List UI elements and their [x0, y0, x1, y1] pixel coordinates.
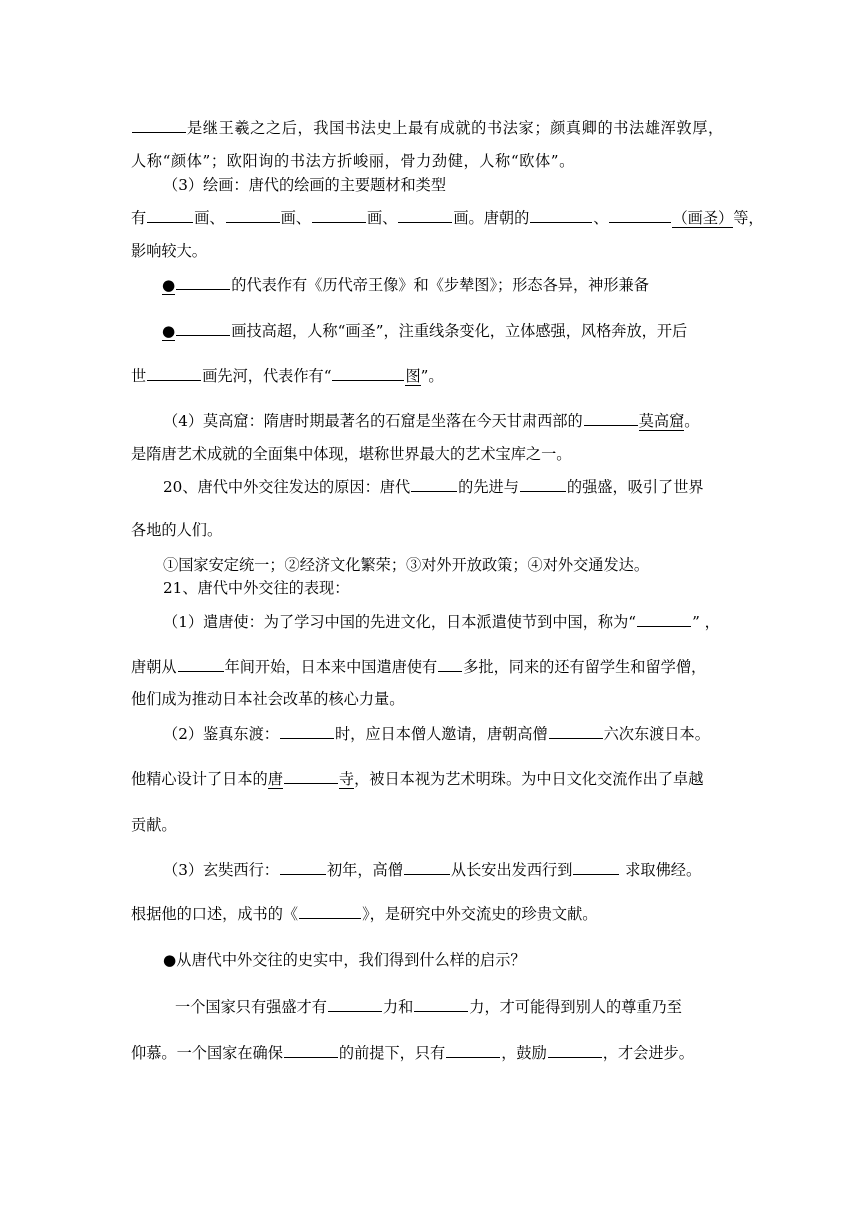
q20-line-2 [131, 520, 222, 540]
heading-text: 21、唐代中外交往的表现： [163, 579, 350, 597]
text: 的先进与 [458, 478, 519, 496]
answer-blank[interactable] [312, 208, 366, 223]
painting-line-2 [131, 241, 207, 261]
bullet-icon: ● [162, 322, 176, 340]
text: 时，应日本僧人邀请，唐朝高僧 [334, 725, 548, 743]
text: 有 [131, 209, 147, 227]
answer-blank[interactable] [280, 724, 334, 739]
text: ●从唐代中外交往的史实中，我们得到什么样的启示？ [163, 951, 526, 969]
text: 求取佛经。 [620, 861, 702, 879]
answer-blank[interactable] [609, 208, 671, 223]
text: 。 [684, 412, 700, 430]
envoy-line-3 [131, 689, 404, 709]
answer-blank[interactable] [398, 208, 452, 223]
text: 20、唐代中外交往发达的原因：唐代 [163, 478, 411, 496]
jianzhen-line-1 [163, 724, 710, 744]
insight-question [163, 950, 526, 970]
answer-blank[interactable] [438, 657, 462, 672]
insight-answer-2 [131, 1043, 694, 1063]
text: 的强盛，吸引了世界 [566, 478, 704, 496]
text: 年间开始，日本来中国遣唐使有 [224, 658, 438, 676]
underlined-text: 寺 [338, 770, 355, 788]
text: 、 [593, 209, 609, 227]
text: 世 [131, 367, 147, 385]
text: ，被日本视为艺术明珠。为中日文化交流作出了卓越 [354, 770, 704, 788]
text: 画先河，代表作有“ [202, 367, 332, 385]
answer-blank[interactable] [280, 860, 326, 875]
text: ，才会进步。 [602, 1044, 694, 1062]
text: 是隋唐艺术成就的全面集中体现，堪称世界最大的艺术宝库之一。 [131, 445, 572, 463]
text: （2）鉴真东渡： [163, 725, 279, 743]
text: 是继王羲之之后，我国书法史上最有成就的书法家；颜真卿的书法雄浑敦厚， [187, 119, 724, 137]
painting-heading [163, 175, 446, 195]
underlined-text: 莫高窟 [638, 412, 685, 430]
underlined-text: 图 [405, 367, 421, 385]
text: 的前提下，只有 [338, 1044, 446, 1062]
mogao-line-2 [131, 444, 571, 464]
text: 贡献。 [131, 816, 177, 834]
bullet-icon: ● [162, 276, 176, 294]
answer-blank[interactable] [328, 997, 382, 1012]
q20-reasons [163, 555, 649, 575]
answer-blank[interactable] [573, 860, 619, 875]
painter-bullet-2 [162, 321, 687, 341]
answer-blank[interactable] [637, 612, 691, 627]
answer-blank[interactable] [584, 411, 638, 426]
answer-blank[interactable] [414, 997, 468, 1012]
text: 等， [733, 209, 764, 227]
text: 根据他的口述，成书的《 [131, 905, 299, 923]
calligraphy-line-2 [131, 151, 575, 171]
text: 影响较大。 [131, 242, 207, 260]
mogao-line-1 [163, 411, 699, 431]
envoy-line-2 [131, 657, 706, 677]
text: 力，才可能得到别人的尊重乃至 [469, 998, 682, 1016]
jianzhen-line-3 [131, 815, 177, 835]
answer-blank[interactable] [530, 208, 592, 223]
text: ”。 [420, 367, 444, 385]
text: 画。唐朝的 [453, 209, 530, 227]
answer-blank[interactable] [520, 477, 566, 492]
answer-blank[interactable] [332, 366, 404, 381]
answer-blank[interactable] [549, 724, 603, 739]
painter-bullet-1 [162, 275, 649, 295]
answer-blank[interactable] [299, 904, 361, 919]
painting-line-1 [131, 208, 764, 228]
painter-bullet-2-cont [131, 366, 444, 386]
text: 六次东渡日本。 [603, 725, 710, 743]
text: ” ， [692, 613, 720, 631]
q21-heading [163, 578, 349, 598]
text: 各地的人们。 [131, 521, 223, 539]
xuanzang-line-1 [163, 860, 701, 880]
text: 画、 [194, 209, 225, 227]
text: （3）玄奘西行： [163, 861, 279, 879]
text: 力和 [382, 998, 414, 1016]
text: 他们成为推动日本社会改革的核心力量。 [131, 690, 405, 708]
answer-blank[interactable] [284, 769, 338, 784]
text: 从长安出发西行到 [450, 861, 573, 879]
text: 的代表作有《历代帝王像》和《步辇图》；形态各异，神形兼备 [231, 276, 649, 294]
text: 唐朝从 [131, 658, 177, 676]
text: ①国家安定统一；②经济文化繁荣；③对外开放政策；④对外交通发达。 [163, 556, 649, 574]
insight-answer-1 [175, 997, 682, 1017]
envoy-line-1 [163, 612, 720, 632]
text: 仰慕。一个国家在确保 [131, 1044, 283, 1062]
text: （4）莫高窟：隋唐时期最著名的石窟是坐落在今天甘肃西部的 [163, 412, 583, 430]
text: 画技高超，人称“画圣”，注重线条变化，立体感强，风格奔放，开后 [231, 322, 688, 340]
text: 人称“颜体”；欧阳询的书法方折峻丽，骨力劲健，人称“欧体”。 [131, 152, 575, 170]
answer-blank[interactable] [176, 275, 230, 290]
text: 初年，高僧 [326, 861, 403, 879]
answer-blank[interactable] [132, 118, 186, 133]
answer-blank[interactable] [284, 1043, 338, 1058]
q20-line-1 [163, 477, 704, 497]
answer-blank[interactable] [178, 657, 224, 672]
answer-blank[interactable] [176, 321, 230, 336]
xuanzang-line-2 [131, 904, 597, 924]
answer-blank[interactable] [411, 477, 457, 492]
answer-blank[interactable] [226, 208, 280, 223]
jianzhen-line-2 [131, 769, 703, 789]
answer-blank[interactable] [147, 366, 201, 381]
answer-blank[interactable] [446, 1043, 500, 1058]
answer-blank[interactable] [147, 208, 193, 223]
text: 》，是研究中外交流史的珍贵文献。 [362, 905, 598, 923]
text: 多批，同来的还有留学生和留学僧， [463, 658, 707, 676]
text: （1）遣唐使：为了学习中国的先进文化，日本派遣使节到中国，称为“ [163, 613, 637, 631]
text: ，鼓励 [501, 1044, 547, 1062]
text: 一个国家只有强盛才有 [175, 998, 327, 1016]
answer-blank[interactable] [548, 1043, 602, 1058]
underlined-text: （画圣） [672, 209, 734, 227]
underlined-text: 唐 [267, 770, 283, 788]
answer-blank[interactable] [404, 860, 450, 875]
heading-text: （3）绘画：唐代的绘画的主要题材和类型 [163, 176, 447, 194]
text: 画、 [366, 209, 398, 227]
calligraphy-line-1 [131, 118, 724, 138]
text: 他精心设计了日本的 [131, 770, 268, 788]
text: 画、 [280, 209, 311, 227]
